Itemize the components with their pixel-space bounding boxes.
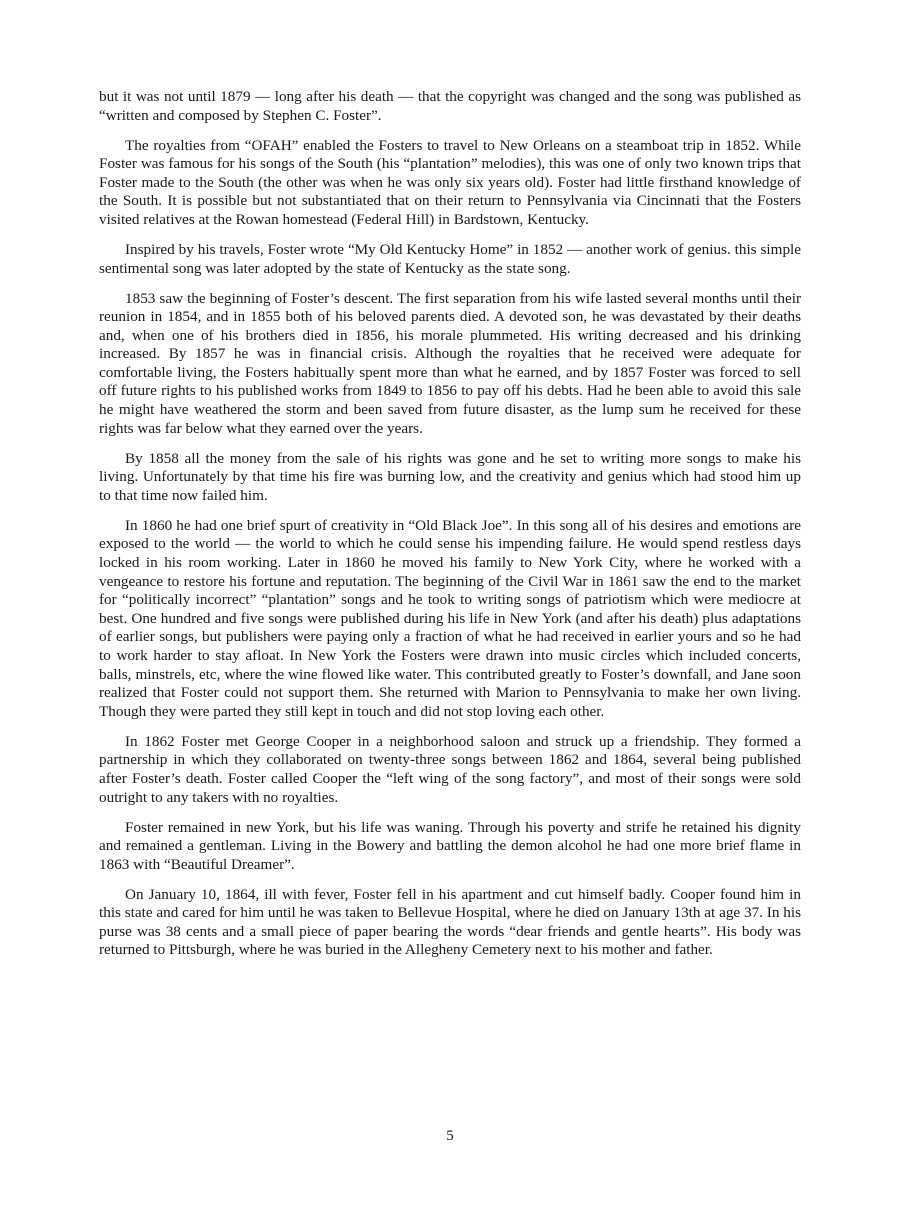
paragraph-beautiful-dreamer: Foster remained in new York, but his life was waning. Through his poverty and strife he retained his dignity and remained a gentleman. Living in the Bowery and battling the demon alcohol he had one more brief flame in 1863 with “Beautiful Dreamer”. — [99, 818, 801, 873]
paragraph-my-old-kentucky-home: Inspired by his travels, Foster wrote “My Old Kentucky Home” in 1852 — another work of genius. this simple sentimental song was later adopted by the state of Kentucky as the state song. — [99, 240, 801, 277]
paragraph-new-orleans-trip: The royalties from “OFAH” enabled the Fosters to travel to New Orleans on a steamboat trip in 1852. While Foster was famous for his songs of the South (his “plantation” melodies), this was one of only two known trips that Foster made to the South (the other was when he was only six years old). Foster had little firsthand knowledge of the South. It is possible but not substantiated that on their return to Pennsylvania via Cincinnati that the Fosters visited relatives at the Rowan homestead (Federal Hill) in Bardstown, Kentucky. — [99, 136, 801, 228]
paragraph-death-1864: On January 10, 1864, ill with fever, Foster fell in his apartment and cut himself badly. Cooper found him in this state and cared for him until he was taken to Bellevue Hospital, where he died on January 13th at age 37. In his purse was 38 cents and a small piece of paper bearing the words “dear friends and gentle hearts”. His body was returned to Pittsburgh, where he was buried in the Allegheny Cemetery next to his mother and father. — [99, 885, 801, 959]
body-text — [99, 88, 801, 971]
paragraph-copyright-continued: but it was not until 1879 — long after his death — that the copyright was changed and the song was published as “written and composed by Stephen C. Foster”. — [99, 88, 801, 124]
paragraph-george-cooper-1862: In 1862 Foster met George Cooper in a neighborhood saloon and struck up a friendship. They formed a partnership in which they collaborated on twenty-three songs between 1862 and 1864, several being published after Foster’s death. Foster called Cooper the “left wing of the song factory”, and most of their songs were sold outright to any takers with no royalties. — [99, 732, 801, 806]
page-number: 5 — [446, 1128, 454, 1144]
paragraph-descent-1853: 1853 saw the beginning of Foster’s descent. The first separation from his wife lasted several months until their reunion in 1854, and in 1855 both of his beloved parents died. A devoted son, he was devastated by their deaths and, when one of his brothers died in 1856, his morale plummeted. His writing decreased and his drinking increased. By 1857 he was in financial crisis. Although the royalties that he received were adequate for comfortable living, the Fosters habitually spent more than what he earned, and by 1857 Foster was forced to sell off future rights to his published works from 1849 to 1856 to pay off his debts. Had he been able to avoid this sale he might have weathered the storm and been saved from future disaster, as the lump sum he received for these rights was far below what they earned over the years. — [99, 289, 801, 437]
paragraph-money-gone-1858: By 1858 all the money from the sale of his rights was gone and he set to writing more songs to make his living. Unfortunately by that time his fire was burning low, and the creativity and genius which had stood him up to that time now failed him. — [99, 449, 801, 504]
paragraph-old-black-joe-1860: In 1860 he had one brief spurt of creativity in “Old Black Joe”. In this song all of his desires and emotions are exposed to the world — the world to which he could sense his impending failure. He would spend restless days locked in his room working. Later in 1860 he moved his family to New York City, where he worked with a vengeance to restore his fortune and reputation. The beginning of the Civil War in 1861 saw the end to the market for “politically incorrect” “plantation” songs and he took to writing songs of patriotism which were mediocre at best. One hundred and five songs were published during his life in New York (and after his death) plus adaptations of earlier songs, but publishers were paying only a fraction of what he had received in earlier yours and so he had to work harder to stay afloat. In New York the Fosters were drawn into music circles which included concerts, balls, minstrels, etc, where the wine flowed like water. This contributed greatly to Foster’s downfall, and Jane soon realized that Foster could not support them. She returned with Marion to Pennsylvania to make her own living. Though they were parted they still kept in touch and did not stop loving each other. — [99, 516, 801, 720]
